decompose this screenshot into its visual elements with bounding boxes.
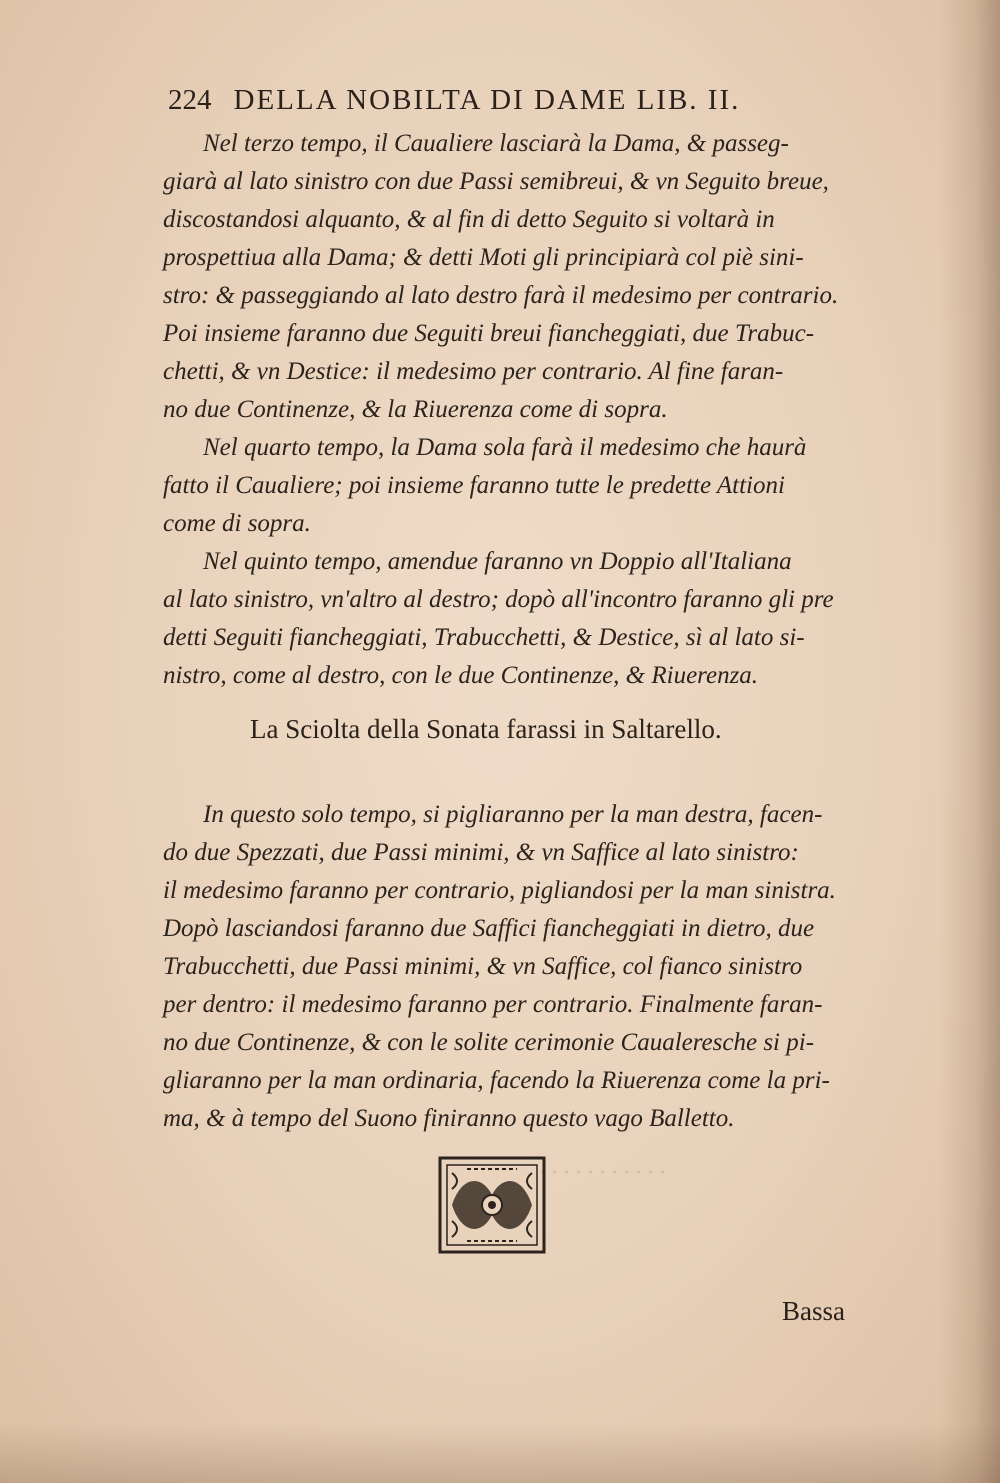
body-text-block-1 xyxy=(163,125,903,695)
text-line: Nel quarto tempo, la Dama sola farà il medesimo che haurà xyxy=(203,434,807,461)
text-line: chetti, & vn Destice: il medesimo per contrario. Al fine faran- xyxy=(163,358,784,385)
text-line: In questo solo tempo, si pigliaranno per la man destra, facen- xyxy=(203,801,823,828)
text-line: Trabucchetti, due Passi minimi, & vn Saffice, col fianco sinistro xyxy=(163,953,803,980)
text-line: discostandosi alquanto, & al fin di detto Seguito si voltarà in xyxy=(163,206,775,233)
page-bottom-shadow xyxy=(0,1423,1000,1483)
text-line: come di sopra. xyxy=(163,510,311,537)
text-line: Nel terzo tempo, il Caualiere lasciarà la Dama, & passeg- xyxy=(203,130,789,157)
text-line: no due Continenze, & con le solite cerimonie Caualeresche si pi- xyxy=(163,1029,815,1056)
text-line: nistro, come al destro, con le due Continenze, & Riuerenza. xyxy=(163,662,759,689)
printer-ornament-icon xyxy=(437,1155,547,1255)
running-header xyxy=(168,84,868,124)
text-line: stro: & passeggiando al lato destro farà il medesimo per contrario. xyxy=(163,282,839,309)
text-line: prospettiua alla Dama; & detti Moti gli principiarà col piè sini- xyxy=(163,244,804,271)
text-line: Nel quinto tempo, amendue faranno vn Doppio all'Italiana xyxy=(203,548,792,575)
text-line: detti Seguiti fiancheggiati, Trabucchetti, & Destice, sì al lato si- xyxy=(163,624,805,651)
text-line: per dentro: il medesimo faranno per contrario. Finalmente faran- xyxy=(163,991,823,1018)
body-text-block-2 xyxy=(163,796,903,1138)
page-number: 224 xyxy=(168,84,212,116)
text-line: do due Spezzati, due Passi minimi, & vn Saffice al lato sinistro: xyxy=(163,839,799,866)
page-edge-shadow xyxy=(940,0,1000,1483)
text-line: Dopò lasciandosi faranno due Saffici fiancheggiati in dietro, due xyxy=(163,915,815,942)
catchword: Bassa xyxy=(782,1296,845,1326)
text-line: il medesimo faranno per contrario, pigliandosi per la man sinistra. xyxy=(163,877,836,904)
text-line: ma, & à tempo del Suono finiranno questo vago Balletto. xyxy=(163,1105,735,1132)
running-title: DELLA NOBILTA DI DAME LIB. II. xyxy=(233,84,741,116)
text-line: no due Continenze, & la Riuerenza come di sopra. xyxy=(163,396,668,423)
text-line: Poi insieme faranno due Seguiti breui fiancheggiati, due Trabuc- xyxy=(163,320,815,347)
section-heading: La Sciolta della Sonata farassi in Saltarello. xyxy=(250,714,722,744)
text-line: fatto il Caualiere; poi insieme faranno tutte le predette Attioni xyxy=(163,472,785,499)
show-through-text: · · · · · · · · · · · xyxy=(540,1160,666,1186)
text-line: al lato sinistro, vn'altro al destro; dopò all'incontro faranno gli pre xyxy=(163,586,834,613)
text-line: giarà al lato sinistro con due Passi semibreui, & vn Seguito breue, xyxy=(163,168,829,195)
text-line: gliaranno per la man ordinaria, facendo la Riuerenza come la pri- xyxy=(163,1067,830,1094)
